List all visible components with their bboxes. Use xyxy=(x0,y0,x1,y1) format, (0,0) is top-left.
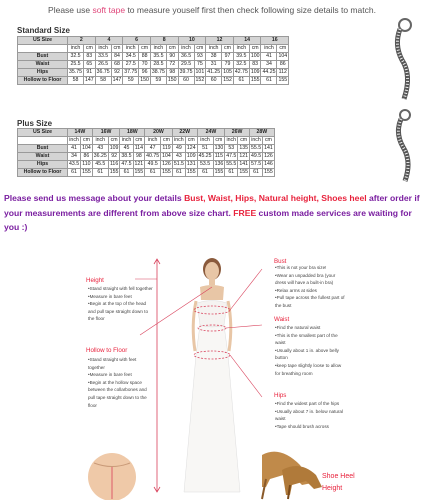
row-label: Hollow to Floor xyxy=(18,169,68,177)
measurement-cell: 45.25 xyxy=(198,153,212,159)
measurement-cell: 33.5 xyxy=(95,53,111,61)
hollow-to-floor-notes xyxy=(88,356,154,409)
measurement-cell: 29.5 xyxy=(178,61,194,69)
measurement-cell: 155 xyxy=(250,77,260,83)
measurement-cell: 36.5 xyxy=(178,53,194,61)
size-header-cell: 20W xyxy=(145,129,173,137)
waist-notes xyxy=(275,324,347,377)
measurement-cell: 92 xyxy=(111,69,123,77)
measurement-cell: 155 xyxy=(82,169,91,175)
unit-cell: inch xyxy=(95,45,111,53)
measurement-cell: 58 xyxy=(68,77,84,85)
size-header-cell: 18W xyxy=(120,129,145,137)
measurement-cell: 155 xyxy=(264,169,273,175)
measurement-cell: 88 xyxy=(139,53,151,61)
measurement-cell: 57.5 xyxy=(250,161,262,167)
size-header-cell: 24W xyxy=(197,129,225,137)
measurement-cell: 43 xyxy=(172,153,185,161)
guide-note: • Begin at the hollow space between the collarbones and pull tape straight down to the floor xyxy=(88,379,154,409)
measurement-cell: 55.5 xyxy=(226,161,237,167)
size-header-cell: 10 xyxy=(178,37,206,45)
guide-note: • Relax arms at sides xyxy=(275,287,347,295)
unit-cell: cm xyxy=(277,45,289,53)
measurement-cell: 61 xyxy=(145,169,161,177)
shoe-heel-height-label: Shoe Heel Height xyxy=(322,473,355,492)
unit-cell: inch xyxy=(251,137,261,143)
row-label: Hips xyxy=(18,161,68,169)
measurement-cell: 90 xyxy=(166,53,178,61)
measurement-cell: 152 xyxy=(223,77,232,83)
unit-cell: cm xyxy=(111,45,123,53)
measurement-cell: 79 xyxy=(222,61,234,69)
measurement-cell: 152 xyxy=(195,77,205,83)
unit-cell: inch xyxy=(92,137,108,145)
measurement-cell: 43 xyxy=(92,145,108,153)
measurement-cell: 155 xyxy=(186,169,196,175)
row-label: Hips xyxy=(18,69,68,77)
measurement-cell: 98 xyxy=(133,153,145,161)
measurement-cell: 146 xyxy=(264,161,273,167)
measurement-cell: 109 xyxy=(186,153,196,159)
unit-cell: inch xyxy=(261,45,277,53)
unit-cell: cm xyxy=(263,137,275,145)
measurement-cell: 43.5 xyxy=(69,161,80,167)
table-row xyxy=(18,69,289,77)
measurement-cell: 155 xyxy=(162,169,171,175)
row-label: Waist xyxy=(18,61,68,69)
guide-note: • Usually about 7 in. below natural waist xyxy=(275,408,347,423)
measurement-cell: 155 xyxy=(278,77,288,83)
unit-cell: inch xyxy=(145,137,161,145)
measurement-cell: 104 xyxy=(162,153,171,159)
measurement-cell: 32.5 xyxy=(233,61,249,69)
unit-cell: cm xyxy=(238,137,250,145)
measurement-cell: 59 xyxy=(123,77,139,85)
header-label-cell: US Size xyxy=(18,129,68,137)
size-header-cell: 16W xyxy=(92,129,120,137)
measurement-cell: 38.5 xyxy=(121,153,132,159)
guide-note: • Pull tape across the fullest part of the bust xyxy=(275,294,347,309)
row-label: Bust xyxy=(18,145,68,153)
measurement-cell: 59 xyxy=(150,77,166,85)
measurement-cell: 136 xyxy=(214,161,224,167)
guide-note: • This is not your bra size! xyxy=(275,264,347,272)
size-header-cell: 4 xyxy=(95,37,123,45)
measurement-cell: 40.75 xyxy=(146,153,160,159)
height-notes xyxy=(88,285,154,323)
measurement-cell: 126 xyxy=(264,153,273,159)
unit-cell: cm xyxy=(166,45,178,53)
measurement-cell: 97 xyxy=(222,53,234,61)
standard-size-table xyxy=(17,36,289,85)
table-row xyxy=(18,161,275,169)
measurement-cell: 75 xyxy=(194,61,206,69)
header-label-cell: US Size xyxy=(18,37,68,45)
measurement-cell: 104 xyxy=(278,53,288,59)
measuring-tape-icon xyxy=(390,15,424,100)
guide-note: • Usually about 1 in. above belly button xyxy=(275,347,347,362)
plus-size-title: Plus Size xyxy=(17,119,53,128)
measurement-cell: 72 xyxy=(166,61,178,69)
unit-cell: inch xyxy=(69,137,79,143)
measurement-cell: 105 xyxy=(223,69,232,75)
unit-cell: inch xyxy=(150,45,166,53)
measurement-cell: 36.25 xyxy=(93,153,107,159)
measurement-cell: 37.75 xyxy=(124,69,138,75)
measurement-cell: 109 xyxy=(109,145,119,151)
measurement-cell: 61 xyxy=(197,169,213,177)
measurement-cell: 41 xyxy=(261,53,277,61)
measurement-cell: 38 xyxy=(206,53,222,61)
measurement-cell: 47.5 xyxy=(121,161,132,167)
guide-note: • Wear an unpadded bra (your dress will have a built-in bra) xyxy=(275,272,347,287)
measurement-cell: 47.5 xyxy=(226,153,237,159)
measurement-cell: 131 xyxy=(186,161,196,167)
measurement-cell: 141 xyxy=(239,161,248,167)
soft-tape-highlight: soft tape xyxy=(92,5,126,15)
measurement-cell: 91 xyxy=(83,69,95,77)
table-row xyxy=(18,53,289,61)
measurement-cell: 83 xyxy=(83,53,95,61)
measurement-cell: 86 xyxy=(277,61,289,69)
unit-cell: cm xyxy=(249,45,261,53)
measurement-cell: 119 xyxy=(162,145,171,151)
size-header-cell: 28W xyxy=(249,129,274,137)
measurement-cell: 61 xyxy=(261,77,277,85)
height-label: Height xyxy=(86,277,104,284)
measurement-cell: 101 xyxy=(195,69,205,75)
measurement-cell: 28.5 xyxy=(150,61,166,69)
unit-cell: cm xyxy=(83,45,95,53)
unit-cell: cm xyxy=(194,45,206,53)
plus-size-table xyxy=(17,128,275,177)
measurement-cell: 34 xyxy=(68,153,81,161)
table-row xyxy=(18,77,289,85)
measurement-cell: 96 xyxy=(139,69,151,77)
guide-note: • Tape should brush across xyxy=(275,423,347,431)
unit-cell: inch xyxy=(197,137,213,145)
measurement-cell: 155 xyxy=(109,169,119,175)
table-row xyxy=(18,145,275,153)
unit-cell: cm xyxy=(161,137,173,145)
measurement-cell: 68 xyxy=(111,61,123,69)
measurement-cell: 61 xyxy=(249,169,262,177)
measurement-cell: 150 xyxy=(167,77,177,83)
unit-cell: inch xyxy=(226,137,237,143)
measurement-cell: 100 xyxy=(250,53,260,59)
measurement-cell: 27.5 xyxy=(123,61,139,69)
guide-note: • This is the smallest part of the waist xyxy=(275,332,347,347)
measurement-cell: 41.25 xyxy=(207,69,221,75)
measurement-cell: 47 xyxy=(145,145,161,153)
measurement-cell: 109 xyxy=(250,69,260,75)
size-header-cell: 2 xyxy=(68,37,96,45)
high-heel-shoe-icon xyxy=(262,452,322,499)
row-label: Waist xyxy=(18,153,68,161)
measurement-cell: 61 xyxy=(68,169,81,177)
measurement-cell: 49.5 xyxy=(145,161,161,169)
size-header-cell: 14 xyxy=(233,37,261,45)
measuring-tape-icon xyxy=(392,107,424,182)
measurement-cell: 126 xyxy=(162,161,171,167)
bust-label: Bust xyxy=(274,258,287,265)
measurement-cell: 61 xyxy=(172,169,185,177)
unit-cell: inch xyxy=(233,45,249,53)
measurement-cell: 61 xyxy=(225,169,238,177)
size-header-cell: 26W xyxy=(225,129,250,137)
measurement-cell: 36.75 xyxy=(96,69,110,75)
measurement-cell: 83 xyxy=(249,61,261,69)
guide-note: • Find the widest part of the hips xyxy=(275,400,347,408)
measuring-guide-illustration xyxy=(0,255,424,500)
unit-cell: cm xyxy=(213,137,225,145)
measurement-cell: 32.5 xyxy=(68,53,84,61)
row-label: Bust xyxy=(18,53,68,61)
size-header-cell: 14W xyxy=(68,129,93,137)
unit-cell: cm xyxy=(133,137,145,145)
guide-note: • Find the natural waist xyxy=(275,324,347,332)
measurement-cell: 60 xyxy=(206,77,222,85)
measurement-cell: 51.5 xyxy=(173,161,184,167)
unit-cell: cm xyxy=(81,137,93,145)
measurement-cell: 42.75 xyxy=(234,69,248,75)
measurement-cell: 60 xyxy=(178,77,194,85)
hips-label: Hips xyxy=(274,392,287,399)
guide-note: • Measure in bare feet xyxy=(88,371,154,379)
measurement-cell: 41 xyxy=(68,145,81,153)
unit-cell: inch xyxy=(68,45,84,53)
measurement-cell: 93 xyxy=(194,53,206,61)
measurement-cell: 49.5 xyxy=(250,153,262,159)
measurement-cell: 34.5 xyxy=(123,53,139,61)
guide-note: • Stand straight with fell together xyxy=(88,285,154,293)
measurement-cell: 104 xyxy=(82,145,91,151)
unit-row-label xyxy=(18,137,68,145)
measurement-cell: 39.75 xyxy=(179,69,193,75)
measurement-cell: 92 xyxy=(108,153,120,161)
measurement-cell: 121 xyxy=(134,161,144,167)
measurement-cell: 55.5 xyxy=(250,145,262,151)
measurement-cell: 121 xyxy=(239,153,248,159)
size-header-cell: 22W xyxy=(172,129,197,137)
measurement-cell: 114 xyxy=(134,145,143,151)
measurement-cell: 150 xyxy=(140,77,149,83)
measurement-cell: 130 xyxy=(214,145,224,151)
measurement-cell: 38.75 xyxy=(151,69,165,75)
intro-text: Please use soft tape to measure youself first then check following size details to match. xyxy=(48,5,376,15)
size-header-cell: 6 xyxy=(123,37,151,45)
unit-cell: cm xyxy=(222,45,234,53)
size-header-cell: 12 xyxy=(206,37,234,45)
measurement-cell: 35.75 xyxy=(69,69,82,75)
measurement-cell: 147 xyxy=(112,77,122,83)
measurement-cell: 155 xyxy=(214,169,224,175)
measurement-cell: 65 xyxy=(83,61,95,69)
measurement-guide xyxy=(0,255,424,500)
measurement-cell: 49 xyxy=(172,145,185,153)
measurement-cell: 31 xyxy=(206,61,222,69)
measurement-cell: 45 xyxy=(120,145,133,153)
bust-notes xyxy=(275,264,347,310)
measurement-cell: 61 xyxy=(92,169,108,177)
measurement-cell: 155 xyxy=(239,169,248,175)
unit-cell: inch xyxy=(178,45,194,53)
measurement-cell: 70 xyxy=(139,61,151,69)
measurement-cell: 110 xyxy=(82,161,91,167)
measurement-cell: 124 xyxy=(186,145,196,151)
table-row xyxy=(18,169,275,177)
hollow-to-floor-label: Hollow to Floor xyxy=(86,347,128,354)
size-header-cell: 16 xyxy=(261,37,289,45)
table-row xyxy=(18,153,275,161)
guide-note: • Begin at the top of the head and pull tape straight down to the floor xyxy=(88,300,154,323)
unit-cell: cm xyxy=(185,137,197,145)
hips-notes xyxy=(275,400,347,430)
unit-cell: cm xyxy=(108,137,120,145)
measurement-cell: 45.5 xyxy=(92,161,108,169)
measurement-cell: 98 xyxy=(166,69,178,77)
measurement-cell: 53.5 xyxy=(197,161,213,169)
standard-size-title: Standard Size xyxy=(17,26,70,35)
measurement-cell: 58 xyxy=(95,77,111,85)
measurement-cell: 61 xyxy=(233,77,249,85)
guide-note: • Measure in bare feet xyxy=(88,293,154,301)
measurement-cell: 44.25 xyxy=(262,69,276,75)
measurement-cell: 26.5 xyxy=(95,61,111,69)
custom-size-message: Please send us message about your details Bust, Waist, Hips, Natural height, Shoes heel after order if your measurements are different from above size chart. FREE custom made services are waiting for you :) xyxy=(4,193,420,232)
measurement-cell: 116 xyxy=(109,161,119,167)
measurement-cell: 141 xyxy=(264,145,273,151)
size-header-cell: 8 xyxy=(150,37,178,45)
measurement-cell: 112 xyxy=(278,69,287,75)
row-label: Hollow to Floor xyxy=(18,77,68,85)
measurement-cell: 155 xyxy=(134,169,144,175)
measurement-cell: 25.5 xyxy=(68,61,84,69)
measurement-cell: 34 xyxy=(261,61,277,69)
measurement-cell: 135 xyxy=(239,145,248,151)
unit-row-label xyxy=(18,45,68,53)
measurement-cell: 51 xyxy=(197,145,213,153)
measurement-cell: 39.5 xyxy=(233,53,249,61)
unit-cell: cm xyxy=(139,45,151,53)
measurement-cell: 53 xyxy=(225,145,238,153)
unit-cell: inch xyxy=(206,45,222,53)
waist-label: Waist xyxy=(274,316,290,323)
measurement-cell: 61 xyxy=(120,169,133,177)
measurement-cell: 86 xyxy=(81,153,93,161)
guide-note: • Stand straight with feet together xyxy=(88,356,154,371)
unit-cell: inch xyxy=(121,137,132,143)
guide-note: • keep tape slightly loose to allow for breathing room xyxy=(275,362,347,377)
measurement-cell: 35.5 xyxy=(150,53,166,61)
unit-cell: inch xyxy=(123,45,139,53)
measurement-cell: 84 xyxy=(111,53,123,61)
unit-cell: inch xyxy=(174,137,184,143)
measurement-cell: 115 xyxy=(214,153,224,159)
table-row xyxy=(18,61,289,69)
measurement-cell: 147 xyxy=(84,77,94,83)
